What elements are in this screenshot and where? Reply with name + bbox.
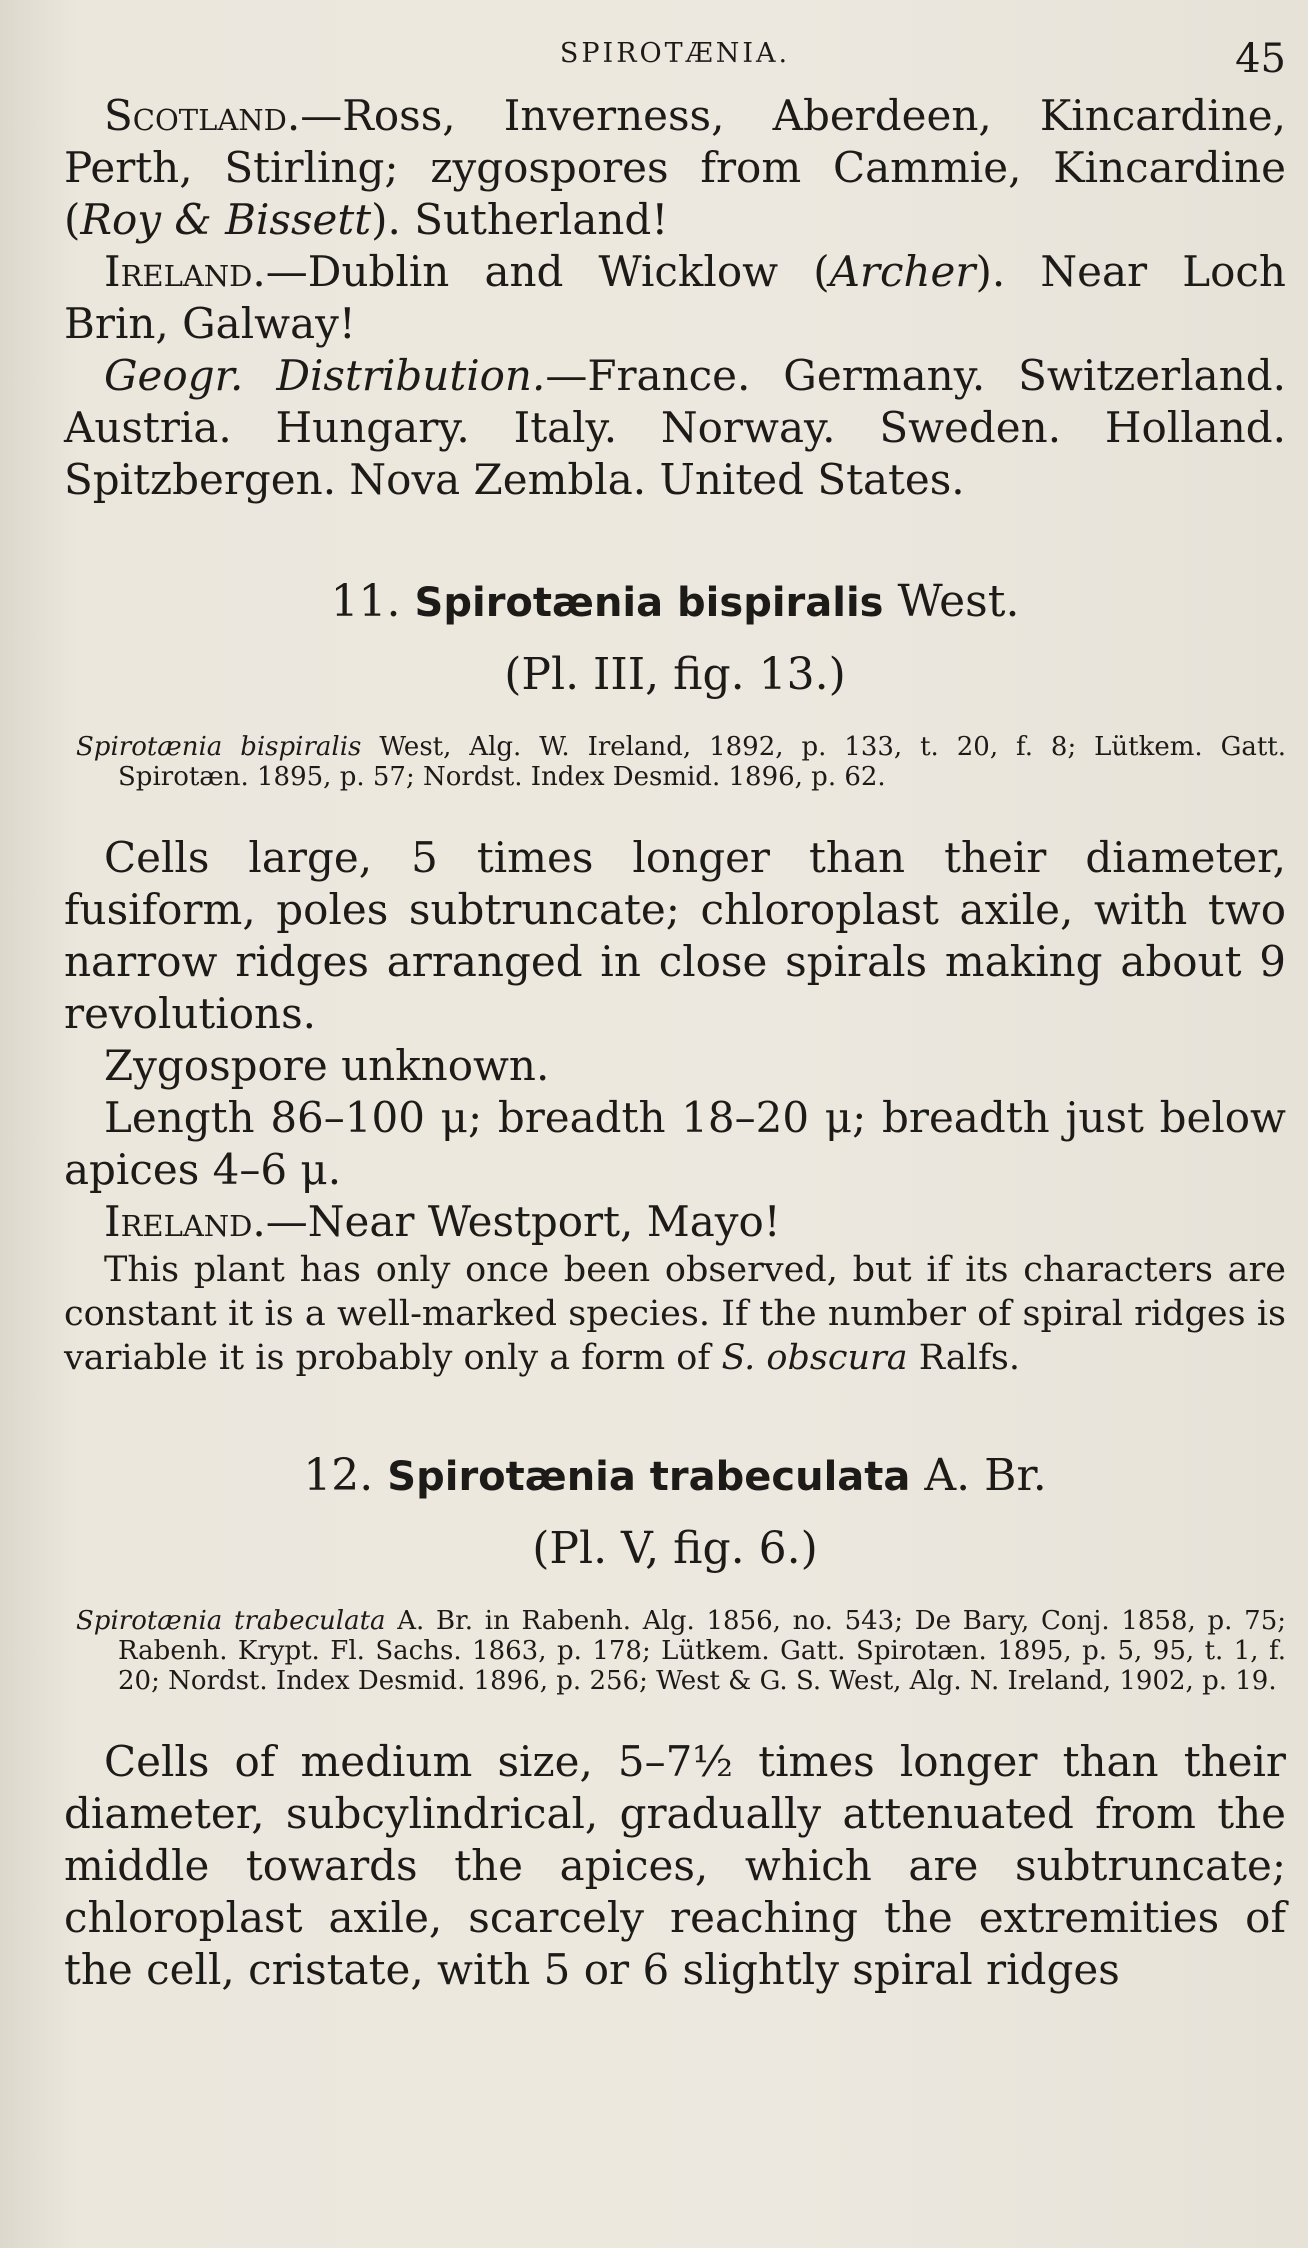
species-12-author: A. Br.: [924, 1450, 1047, 1501]
species-12-description: Cells of medium size, 5–7½ times longer than their diameter, subcylindrical, gradually attenuated from the middle towards the apices, which are subtruncate; chloroplast axile, scarcely reaching the extremities of the cell, cristate, with 5 or 6 slightly spiral ridges: [64, 1737, 1286, 1994]
scotland-tail: ). Sutherland!: [371, 195, 669, 244]
species-11-zygospore: Zygospore unknown.: [104, 1041, 550, 1090]
ireland-text-2: —Near Westport, Mayo!: [265, 1197, 781, 1246]
species-11-description: Cells large, 5 times longer than their diameter, fusiform, poles subtruncate; chloroplast axile, with two narrow ridges arranged in close spirals making about 9 revolutions.: [64, 833, 1286, 1038]
species-12-plate: (Pl. V, fig. 6.): [532, 1523, 818, 1574]
scotland-paragraph: [64, 90, 1286, 246]
species-11-plate: (Pl. III, fig. 13.): [504, 649, 846, 700]
species-11-heading: [64, 576, 1286, 627]
ireland-paragraph-1: [64, 246, 1286, 350]
scotland-text: —Ross, Inverness, Aberdeen, Kincardine, Perth, Stirling; zygospores from Cammie, Kincardine (: [64, 91, 1286, 244]
species-11-author: West.: [897, 576, 1020, 627]
species-12-heading: [64, 1450, 1286, 1501]
species-11-name: Spirotænia bispiralis: [414, 580, 884, 626]
page-number: 45: [1235, 36, 1286, 82]
species-12-references: [64, 1606, 1286, 1696]
species-12-number: 12.: [303, 1450, 374, 1501]
species-11-refs-name: Spirotænia bispiralis: [76, 732, 362, 762]
scotland-label: Scotland.: [104, 91, 301, 140]
ireland-label-1: Ireland.: [104, 247, 266, 296]
note-italic: S. obscura: [721, 1338, 908, 1378]
species-11-ireland: [64, 1196, 1286, 1248]
geographic-distribution: [64, 350, 1286, 506]
geogr-label: Geogr. Distribution.: [104, 351, 546, 400]
running-title: SPIROTÆNIA.: [559, 38, 791, 69]
page-header: [64, 30, 1286, 90]
ireland-tail-1: ). Near Loch Brin, Galway!: [64, 247, 1286, 348]
species-12-refs-text: A. Br. in Rabenh. Alg. 1856, no. 543; De Bary, Conj. 1858, p. 75; Rabenh. Krypt. Fl. Sachs. 1863, p. 178; Lütkem. Gatt. Spirotæn. 1895, p. 5, 95, t. 1, f. 20; Nordst. Index Desmid. 1896, p. 256; West & G. S. West, Alg. N. Ireland, 1902, p. 19.: [118, 1606, 1287, 1696]
ireland-text-1: —Dublin and Wicklow (: [265, 247, 830, 296]
species-11-number: 11.: [330, 576, 401, 627]
species-12-name: Spirotænia trabeculata: [387, 1454, 911, 1500]
ireland-label-2: Ireland.: [104, 1197, 266, 1246]
species-11-refs-text: West, Alg. W. Ireland, 1892, p. 133, t. 20, f. 8; Lütkem. Gatt. Spirotæn. 1895, p. 57; Nordst. Index Desmid. 1896, p. 62.: [118, 732, 1287, 792]
scotland-collectors: Roy & Bissett: [80, 195, 372, 244]
ireland-collector-1: Archer: [829, 247, 976, 296]
note-text: This plant has only once been observed, but if its characters are constant it is a well-marked species. If the number of spiral ridges is variable it is probably only a form of: [64, 1250, 1286, 1378]
species-11-note: [64, 1248, 1286, 1380]
species-12-refs-name: Spirotænia trabeculata: [76, 1606, 386, 1636]
species-11-references: [64, 732, 1286, 792]
geogr-text: —France. Germany. Switzerland. Austria. Hungary. Italy. Norway. Sweden. Holland. Spitzbergen. Nova Zembla. United States.: [64, 351, 1286, 504]
species-11-measurements: Length 86–100 μ; breadth 18–20 μ; breadth just below apices 4–6 μ.: [64, 1093, 1286, 1194]
note-tail: Ralfs.: [907, 1338, 1020, 1378]
